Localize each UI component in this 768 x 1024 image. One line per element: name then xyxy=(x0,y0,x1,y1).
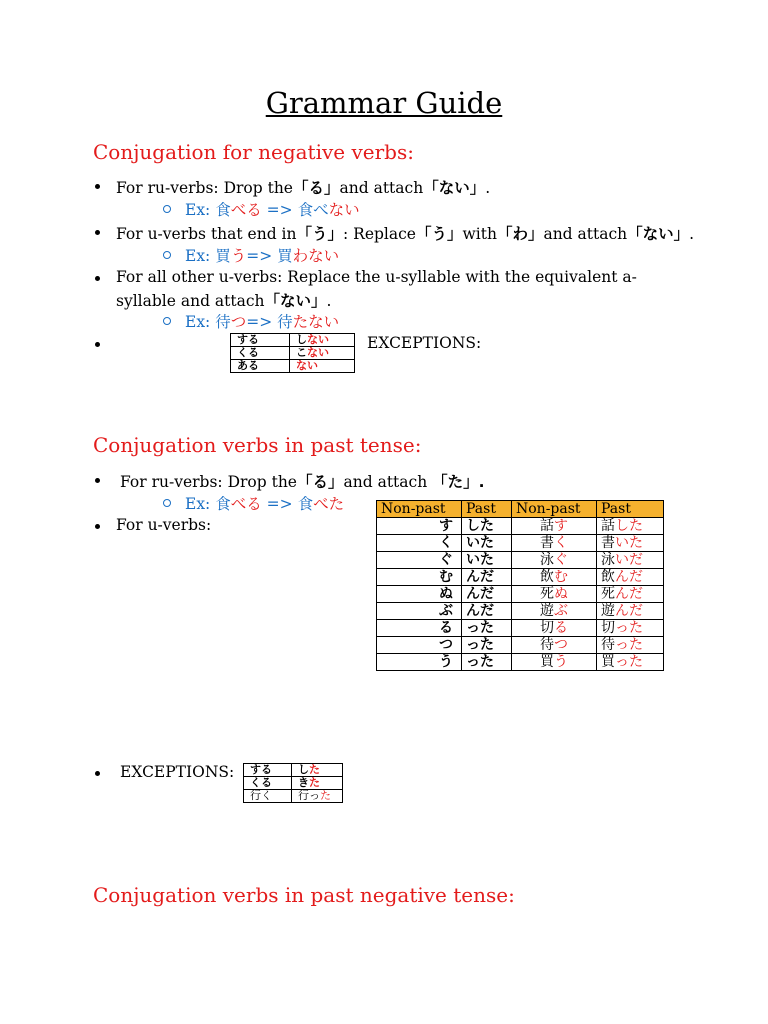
table-row xyxy=(377,637,664,654)
table-row xyxy=(377,518,664,535)
nonpast-ending-cell: ぬ xyxy=(377,586,462,603)
bullet-icon xyxy=(95,478,100,483)
past-ru-rule: For ru-verbs: Drop the「る」and attach 「た」. xyxy=(120,473,485,491)
table-row: くる こない xyxy=(231,347,355,360)
past-example-cell: 切った xyxy=(597,620,664,637)
past-ending-cell: いた xyxy=(462,535,512,552)
nonpast-example-cell: 書く xyxy=(512,535,597,552)
nonpast-ending-cell: ぐ xyxy=(377,552,462,569)
page-title: Grammar Guide xyxy=(265,86,503,120)
table-row: くる きた xyxy=(244,777,343,790)
nonpast-ending-cell: つ xyxy=(377,637,462,654)
past-ending-cell: いた xyxy=(462,552,512,569)
neg-u-rule: For u-verbs that end in「う」: Replace「う」with「わ」and attach「ない」. xyxy=(116,225,695,243)
nonpast-ending-cell: く xyxy=(377,535,462,552)
table-row xyxy=(377,654,664,671)
past-u-rule: For u-verbs: xyxy=(116,516,212,534)
bullet-icon xyxy=(95,184,100,189)
past-example-cell: 待った xyxy=(597,637,664,654)
neg-other-example: Ex: 待つ=> 待たない xyxy=(163,310,339,332)
sub-bullet-icon xyxy=(163,251,171,259)
past-negative-heading: Conjugation verbs in past negative tense: xyxy=(93,883,515,907)
negative-heading: Conjugation for negative verbs: xyxy=(93,140,414,164)
table-header-row xyxy=(377,501,664,518)
past-example-cell: 書いた xyxy=(597,535,664,552)
nonpast-example-cell: 待つ xyxy=(512,637,597,654)
past-example-cell: 買った xyxy=(597,654,664,671)
column-header: Past xyxy=(462,501,512,518)
bullet-icon xyxy=(95,524,100,529)
exception-verb: くる xyxy=(244,777,292,790)
nonpast-example-cell: 遊ぶ xyxy=(512,603,597,620)
bullet-icon xyxy=(95,230,100,235)
sub-bullet-icon xyxy=(163,205,171,213)
exception-verb: ある xyxy=(231,360,290,373)
past-exceptions-table xyxy=(243,763,343,803)
bullet-icon xyxy=(95,342,100,347)
exception-verb: くる xyxy=(231,347,290,360)
past-ru-example: Ex: 食べる => 食べた xyxy=(163,492,344,514)
neg-ru-example: Ex: 食べる => 食べない xyxy=(163,198,360,220)
bullet-icon xyxy=(95,276,100,281)
exception-verb: 行く xyxy=(244,790,292,803)
nonpast-example-cell: 切る xyxy=(512,620,597,637)
neg-exceptions-label: EXCEPTIONS: xyxy=(367,334,482,352)
exception-verb: する xyxy=(231,334,290,347)
neg-u-example: Ex: 買う=> 買わない xyxy=(163,244,339,266)
table-row xyxy=(377,569,664,586)
past-ending-cell: んだ xyxy=(462,569,512,586)
column-header: Past xyxy=(597,501,664,518)
past-example-cell: 話した xyxy=(597,518,664,535)
past-ending-cell: った xyxy=(462,620,512,637)
neg-other-rule-line2: syllable and attach「ない」. xyxy=(116,292,332,310)
u-verb-past-table xyxy=(376,500,664,671)
past-ending-cell: った xyxy=(462,637,512,654)
column-header: Non-past xyxy=(512,501,597,518)
past-ending-cell: んだ xyxy=(462,603,512,620)
neg-exceptions-table xyxy=(230,333,355,373)
table-row xyxy=(377,586,664,603)
table-row: 行く 行った xyxy=(244,790,343,803)
column-header: Non-past xyxy=(377,501,462,518)
sub-bullet-icon xyxy=(163,317,171,325)
nonpast-ending-cell: う xyxy=(377,654,462,671)
past-example-cell: 死んだ xyxy=(597,586,664,603)
table-row: ある ない xyxy=(231,360,355,373)
exception-verb: する xyxy=(244,764,292,777)
nonpast-ending-cell: る xyxy=(377,620,462,637)
nonpast-ending-cell: む xyxy=(377,569,462,586)
past-heading: Conjugation verbs in past tense: xyxy=(93,433,422,457)
past-example-cell: 泳いだ xyxy=(597,552,664,569)
neg-ru-rule: For ru-verbs: Drop the「る」and attach「ない」. xyxy=(116,179,491,197)
past-ending-cell: した xyxy=(462,518,512,535)
neg-other-rule-line1: For all other u-verbs: Replace the u-syllable with the equivalent a- xyxy=(116,268,637,286)
nonpast-ending-cell: ぶ xyxy=(377,603,462,620)
past-ending-cell: んだ xyxy=(462,586,512,603)
nonpast-example-cell: 泳ぐ xyxy=(512,552,597,569)
past-exceptions-label: EXCEPTIONS: xyxy=(120,763,235,781)
table-row xyxy=(377,603,664,620)
table-row: する しない xyxy=(231,334,355,347)
nonpast-example-cell: 飲む xyxy=(512,569,597,586)
table-row xyxy=(377,620,664,637)
table-row: する した xyxy=(244,764,343,777)
past-example-cell: 遊んだ xyxy=(597,603,664,620)
sub-bullet-icon xyxy=(163,499,171,507)
bullet-icon xyxy=(95,771,100,776)
table-row xyxy=(377,552,664,569)
nonpast-example-cell: 買う xyxy=(512,654,597,671)
nonpast-example-cell: 死ぬ xyxy=(512,586,597,603)
nonpast-example-cell: 話す xyxy=(512,518,597,535)
past-example-cell: 飲んだ xyxy=(597,569,664,586)
nonpast-ending-cell: す xyxy=(377,518,462,535)
table-row xyxy=(377,535,664,552)
past-ending-cell: った xyxy=(462,654,512,671)
